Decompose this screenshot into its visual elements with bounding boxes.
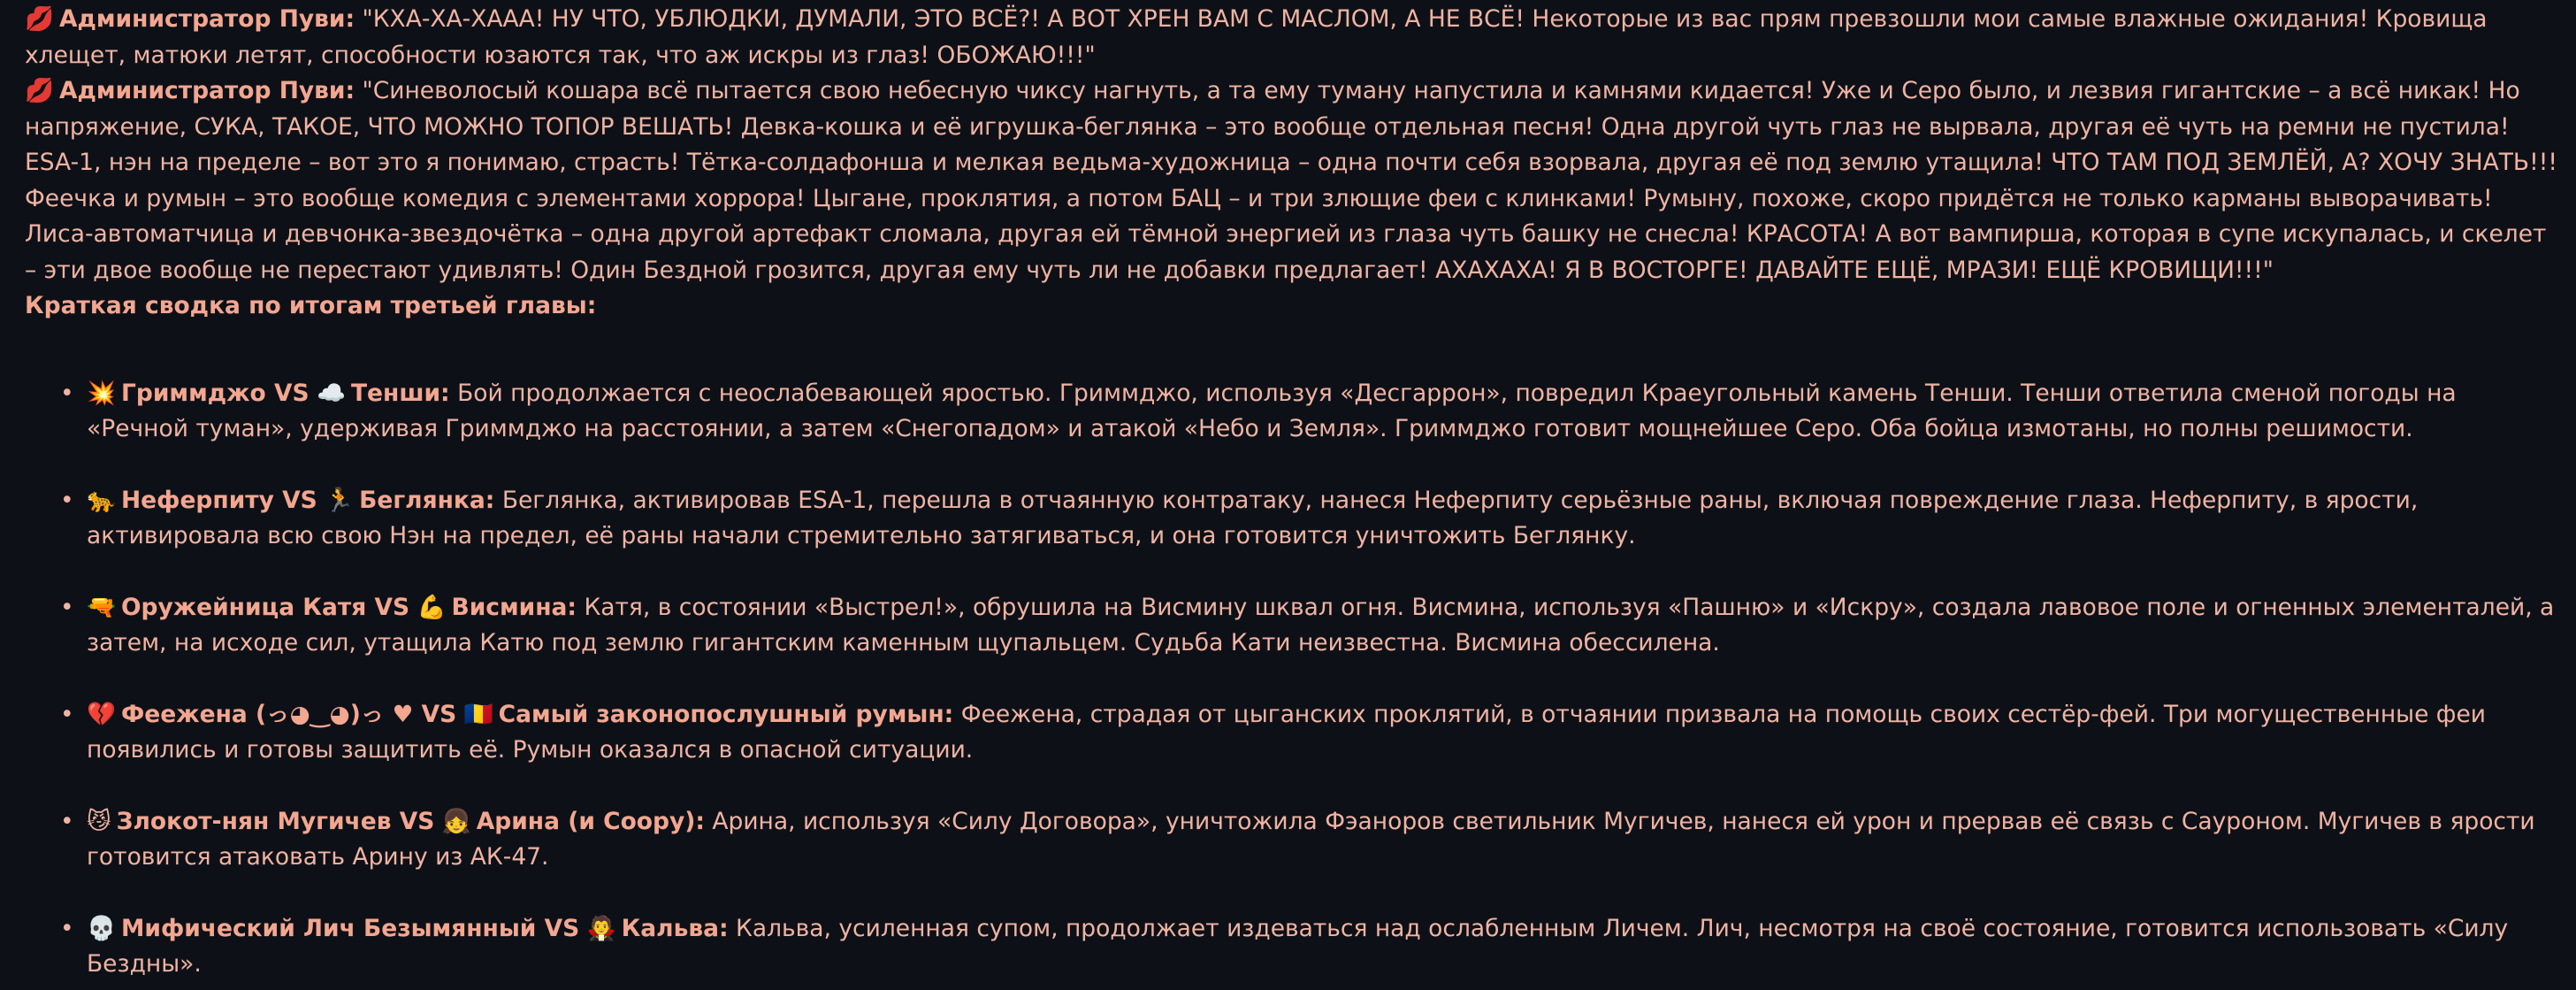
fighter-one: Неферпиту VS <box>121 486 317 514</box>
fight-description: Кальва, усиленная супом, продолжает издеваться над ослабленным Личем. Лич, несмотря на своё состояние, готовится использовать «Силу Бездны». <box>87 914 2509 978</box>
list-item <box>60 804 2562 876</box>
message-text: "Синеволосый кошара всё пытается свою небесную чиксу нагнуть, а та ему туману напустила и камнями кидается! Уже и Серо было, и лезвия гигантские – а всё никак! Но напряжение, СУКА, ТАКОЕ, ЧТО МОЖНО ТОПОР ВЕШАТЬ! Девка-кошка и её игрушка-беглянка – это вообще отдельная песня! Одна другой чуть глаз не вырвала, другая её чуть на ремни не пустила! ESA-1, нэн на пределе – вот это я понимаю, страсть! Тётка-солдафонша и мелкая ведьма-художница – одна почти себя взорвала, другая её под землю утащила! ЧТО ТАМ ПОД ЗЕМЛЁЙ, А? ХОЧУ ЗНАТЬ!!! Феечка и румын – это вообще комедия с элементами хоррора! Цыгане, проклятия, а потом БАЦ – и три злющие феи с клинками! Румыну, похоже, скоро придётся не только карманы выворачивать! Лиса-автоматчица и девчонка-звездочётка – одна другой артефакт сломала, другая ей тёмной энергией из глаза чуть башку не снесла! КРАСОТА! А вот вампирша, которая в супе искупалась, и скелет – эти двое вообще не перестают удивлять! Один Бездной грозится, другая ему чуть ли не добавки предлагает! АХАХАХА! Я В ВОСТОРГЕ! ДАВАЙТЕ ЕЩЁ, МРАЗИ! ЕЩЁ КРОВИЩИ!!!" <box>25 77 2557 284</box>
message-text: "КХА-ХА-ХААА! НУ ЧТО, УБЛЮДКИ, ДУМАЛИ, ЭТО ВСЁ?! А ВОТ ХРЕН ВАМ С МАСЛОМ, А НЕ ВСЁ! Некоторые из вас прям превзошли мои самые влажные ожидания! Кровища хлещет, матюки летят, способности юзаются так, что аж искры из глаз! ОБОЖАЮ!!!" <box>25 5 2488 69</box>
bullet-icon: • <box>60 593 74 621</box>
fight-description: Катя, в состоянии «Выстрел!», обрушила на Висмину шквал огня. Висмина, используя «Пашню» и «Искру», создала лавовое поле и огненных элементалей, а затем, на исходе сил, утащила Катю под землю гигантским каменным щупальцем. Судьба Кати неизвестна. Висмина обессилена. <box>87 593 2555 656</box>
list-item <box>60 483 2562 555</box>
fight-description: Бой продолжается с неослабевающей яростью. Гриммджо, используя «Десгаррон», повредил Краеугольный камень Тенши. Тенши ответила сменой погоды на «Речной туман», удерживая Гриммджо на расстоянии, а затем «Снегопадом» и атакой «Небо и Земля». Гриммджо готовит мощнейшее Серо. Оба бойца измотаны, но полны решимости. <box>87 379 2457 442</box>
speaker-name: Администратор Пуви: <box>59 77 355 104</box>
bullet-icon: • <box>60 379 74 407</box>
bullet-icon: • <box>60 807 74 835</box>
runner-icon: 🏃 <box>325 486 355 514</box>
fighter-two: Самый законопослушный румын: <box>498 700 954 728</box>
broken-heart-icon: 💔 <box>87 700 116 728</box>
fighter-one: Оружейница Катя VS <box>121 593 410 621</box>
water-pistol-icon: 🔫 <box>87 593 116 621</box>
vampire-icon: 🧛 <box>586 914 616 942</box>
flexed-biceps-icon: 💪 <box>417 593 447 621</box>
fight-description: Арина, используя «Силу Договора», уничтожила Фэаноров светильник Мугичев, нанеся ей урон и прервав её связь с Сауроном. Мугичев в ярости готовится атаковать Арину из АК-47. <box>87 807 2535 871</box>
lips-icon: 💋 <box>25 5 54 33</box>
fighter-one: Феежена (っ◕‿◕)っ ♥ VS <box>121 700 457 728</box>
list-item <box>60 911 2562 983</box>
fighter-one: Мифический Лич Безымянный VS <box>121 914 580 942</box>
skull-icon: 💀 <box>87 914 116 942</box>
fighter-one: Злокот-нян Мугичев VS <box>116 807 435 835</box>
explosion-icon: 💥 <box>87 379 116 407</box>
admin-message <box>25 2 2562 73</box>
lips-icon: 💋 <box>25 77 54 104</box>
bullet-icon: • <box>60 914 74 942</box>
list-item <box>60 376 2562 448</box>
fighter-two: Висмина: <box>451 593 577 621</box>
speaker-name: Администратор Пуви: <box>59 5 355 33</box>
leopard-icon: 🐆 <box>87 486 116 514</box>
summary-heading: Краткая сводка по итогам третьей главы: <box>25 292 597 319</box>
fighter-two: Арина (и Соору): <box>476 807 705 835</box>
admin-message <box>25 73 2562 288</box>
fighter-two: Кальва: <box>621 914 729 942</box>
fighter-two: Тенши: <box>350 379 450 407</box>
list-item <box>60 590 2562 662</box>
list-item <box>60 697 2562 769</box>
fight-description: Феежена, страдая от цыганских проклятий, в отчаянии призвала на помощь своих сестёр-фей. Три могущественные феи появились и готовы защитить её. Румын оказался в опасной ситуации. <box>87 700 2486 764</box>
romania-flag-icon: 🇷🇴 <box>463 700 493 728</box>
fighter-one: Гриммджо VS <box>121 379 310 407</box>
fight-description: Беглянка, активировав ESA-1, перешла в отчаянную контратаку, нанеся Неферпиту серьёзные раны, включая повреждение глаза. Неферпиту, в ярости, активировала всю свою Нэн на предел, её раны начали стремительно затягиваться, и она готовится уничтожить Беглянку. <box>87 486 2419 549</box>
fight-summary-list <box>25 376 2562 983</box>
girl-icon: 👧 <box>441 807 471 835</box>
bullet-icon: • <box>60 700 74 728</box>
cat-face-icon: 😼 <box>87 807 111 835</box>
cloud-icon: ☁️ <box>316 379 346 407</box>
bullet-icon: • <box>60 486 74 514</box>
fighter-two: Беглянка: <box>359 486 495 514</box>
